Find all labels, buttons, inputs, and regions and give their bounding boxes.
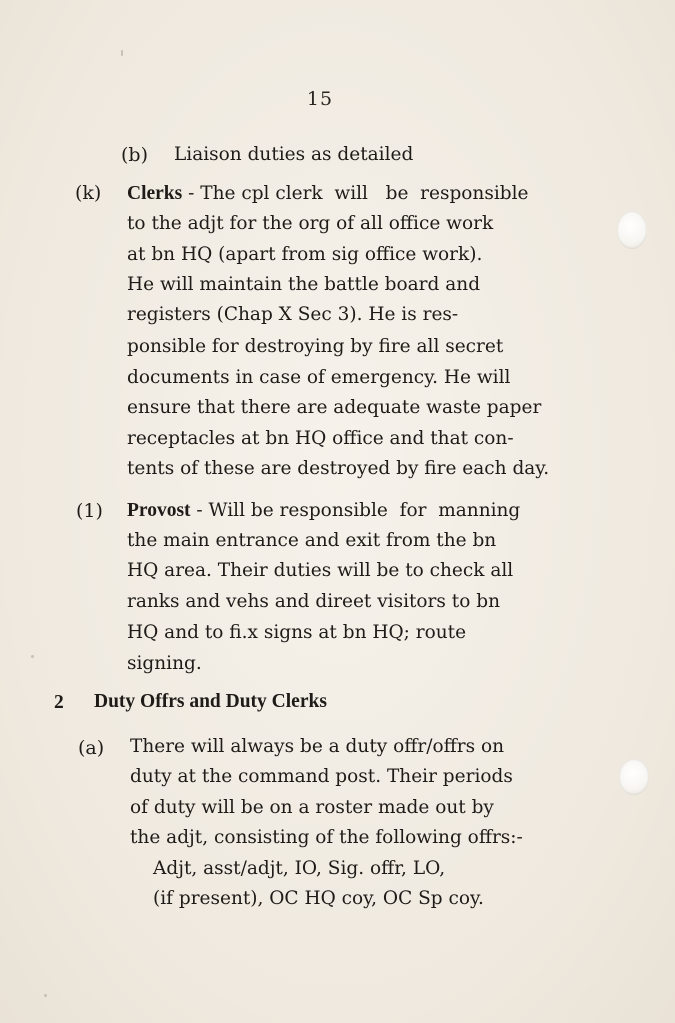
item-l-line-6: signing. (127, 653, 202, 674)
paper-speck (44, 994, 47, 997)
item-a-line-3: of duty will be on a roster made out by (130, 797, 494, 818)
item-l-line-4: ranks and vehs and direet visitors to bn (127, 591, 500, 612)
item-a-line-1: There will always be a duty offr/offrs on (130, 736, 504, 757)
item-k-line-9: receptacles at bn HQ office and that con- (127, 428, 514, 449)
item-a-line-4: the adjt, consisting of the following offrs:- (130, 827, 523, 848)
item-l-line-3: HQ area. Their duties will be to check all (127, 560, 514, 581)
item-k-line-1-text: - The cpl clerk will be responsible (182, 183, 529, 204)
item-a-line-5: Adjt, asst/adjt, IO, Sig. offr, LO, (153, 858, 446, 879)
item-k-line-7: documents in case of emergency. He will (127, 367, 511, 388)
item-k-marker: (k) (75, 182, 102, 204)
item-k-line-3: at bn HQ (apart from sig office work). (127, 244, 483, 265)
punch-hole-bottom (619, 759, 649, 795)
item-k-line-1 (127, 184, 589, 204)
item-b-marker: (b) (121, 144, 148, 166)
section-2-heading: Duty Offrs and Duty Clerks (94, 691, 327, 712)
punch-hole-top (617, 211, 647, 249)
item-l-line-1 (127, 501, 520, 521)
section-2-number: 2 (54, 692, 64, 713)
item-l-marker: (1) (76, 500, 103, 522)
item-k-heading: Clerks (127, 183, 183, 204)
item-b-line-1: Liaison duties as detailed (174, 144, 414, 165)
item-k-line-4: He will maintain the battle board and (127, 274, 481, 295)
item-k-line-2: to the adjt for the org of all office work (127, 213, 494, 234)
paper-speck (31, 655, 34, 658)
item-a-line-6: (if present), OC HQ coy, OC Sp coy. (153, 888, 484, 909)
item-a-line-2: duty at the command post. Their periods (130, 766, 513, 787)
item-k-line-10: tents of these are destroyed by fire each day. (127, 458, 550, 479)
item-l-line-2: the main entrance and exit from the bn (127, 530, 497, 551)
item-l-heading: Provost (127, 500, 191, 521)
item-k-line-5: registers (Chap X Sec 3). He is res- (127, 304, 459, 325)
page-number: 15 (306, 88, 334, 110)
item-a-marker: (a) (78, 737, 105, 759)
item-l-line-5: HQ and to fi.x signs at bn HQ; route (127, 622, 467, 643)
item-k-line-8: ensure that there are adequate waste paper (127, 397, 542, 418)
paper-speck (121, 50, 123, 56)
item-k-line-6: ponsible for destroying by fire all secret (127, 336, 504, 357)
item-l-line-1-text: - Will be responsible for manning (190, 500, 521, 521)
